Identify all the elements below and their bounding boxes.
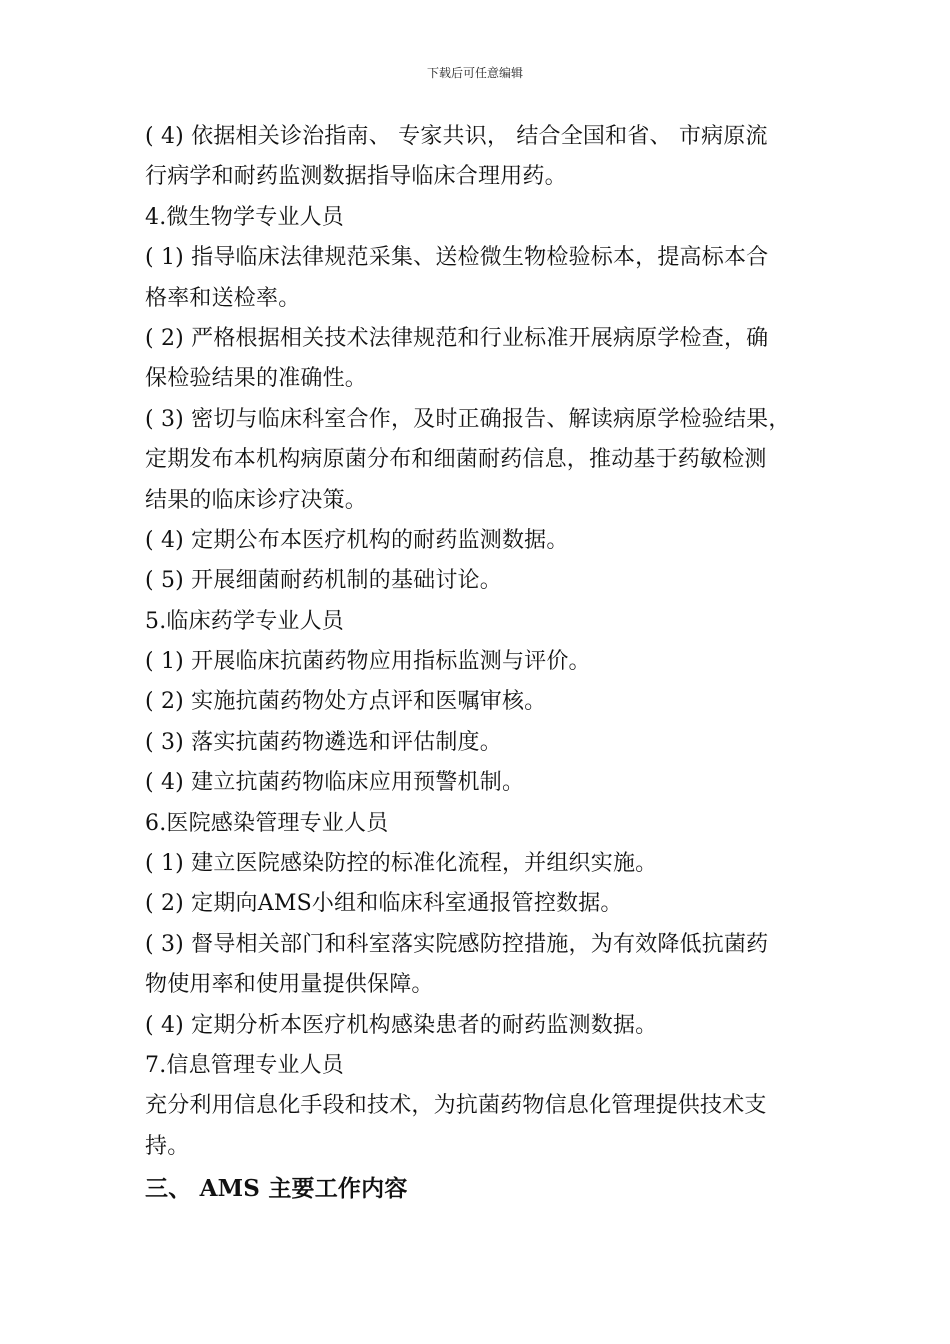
- section-heading: 三、 AMS 主要工作内容: [145, 1175, 408, 1203]
- paragraph-line: ( 2) 实施抗菌药物处方点评和医嘱审核。: [145, 689, 547, 715]
- subsection-title: 4.微生物学专业人员: [145, 204, 344, 230]
- paragraph-line: ( 4) 定期公布本医疗机构的耐药监测数据。: [145, 527, 569, 553]
- paragraph-line: ( 3) 落实抗菌药物遴选和评估制度。: [145, 729, 502, 755]
- paragraph-line: 结果的临床诊疗决策。: [145, 487, 368, 513]
- subsection-title: 6.医院感染管理专业人员: [145, 810, 389, 836]
- paragraph-line: 充分利用信息化手段和技术，为抗菌药物信息化管理提供技术支: [145, 1093, 767, 1119]
- paragraph-line: 格率和送检率。: [145, 285, 301, 311]
- paragraph-line: ( 4) 定期分析本医疗机构感染患者的耐药监测数据。: [145, 1012, 658, 1038]
- subsection-title: 7.信息管理专业人员: [145, 1052, 344, 1078]
- paragraph-line: ( 2) 严格根据相关技术法律规范和行业标准开展病原学检查，确: [145, 325, 769, 351]
- paragraph-line: ( 3) 密切与临床科室合作，及时正确报告、解读病原学检验结果，: [145, 406, 791, 432]
- paragraph-line: ( 4) 建立抗菌药物临床应用预警机制。: [145, 770, 525, 796]
- paragraph-line: 行病学和耐药监测数据指导临床合理用药。: [145, 164, 567, 190]
- paragraph-line: ( 1) 指导临床法律规范采集、送检微生物检验标本，提高标本合: [145, 245, 769, 271]
- paragraph-line: ( 3) 督导相关部门和科室落实院感防控措施，为有效降低抗菌药: [145, 931, 769, 957]
- paragraph-line: ( 1) 建立医院感染防控的标准化流程，并组织实施。: [145, 851, 658, 877]
- paragraph-line: 物使用率和使用量提供保障。: [145, 972, 434, 998]
- page-header: 下载后可任意编辑: [426, 66, 523, 80]
- paragraph-line: 保检验结果的准确性。: [145, 366, 368, 392]
- paragraph-line: ( 4) 依据相关诊治指南、 专家共识， 结合全国和省、 市病原流: [145, 124, 768, 149]
- paragraph-line: ( 5) 开展细菌耐药机制的基础讨论。: [145, 568, 502, 594]
- paragraph-line: ( 2) 定期向AMS小组和临床科室通报管控数据。: [145, 891, 623, 917]
- paragraph-line: 定期发布本机构病原菌分布和细菌耐药信息，推动基于药敏检测: [145, 447, 767, 473]
- paragraph-line: 持。: [145, 1133, 190, 1159]
- document-body: [145, 117, 825, 1210]
- paragraph-line: ( 1) 开展临床抗菌药物应用指标监测与评价。: [145, 649, 591, 675]
- subsection-title: 5.临床药学专业人员: [145, 608, 344, 634]
